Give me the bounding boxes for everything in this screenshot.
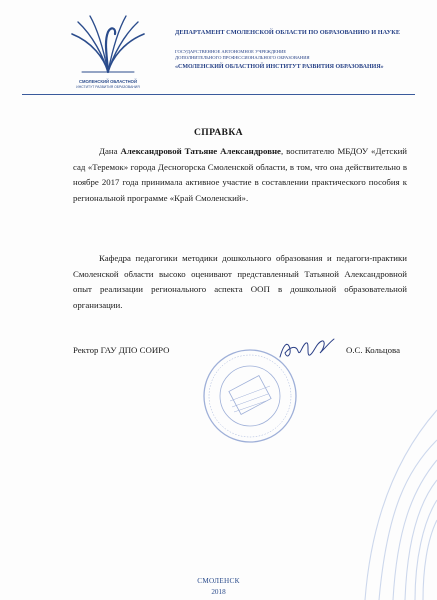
footer-city: СМОЛЕНСК [197, 577, 240, 585]
paragraph-2: Кафедра педагогики методики дошкольного образования и педагоги-практики Смоленской области высоко оценивают представленный Татьяной Александровной опыт реализации регионального аспекта ООП в дошкольной образовательной организации. [73, 253, 407, 310]
logo-text-line1: СМОЛЕНСКИЙ ОБЛАСТНОЙ [79, 79, 137, 84]
department-name: ДЕПАРТАМЕНТ СМОЛЕНСКОЙ ОБЛАСТИ ПО ОБРАЗОВАНИЮ И НАУКЕ [175, 29, 401, 36]
recipient-name: Александровой Татьяне Александровне [120, 146, 281, 156]
signatory-name: О.С. Кольцова [346, 345, 400, 355]
signatory-title: Ректор ГАУ ДПО СОИРО [73, 345, 170, 355]
header-divider [22, 94, 415, 95]
institute-logo [58, 12, 158, 102]
handwritten-signature [276, 335, 336, 365]
institution-type-line1: ГОСУДАРСТВЕННОЕ АВТОНОМНОЕ УЧРЕЖДЕНИЕ [175, 49, 287, 54]
institution-type-line2: ДОПОЛНИТЕЛЬНОГО ПРОФЕССИОНАЛЬНОГО ОБРАЗОВАНИЯ [175, 55, 310, 60]
paragraph-1-rest: , воспитателю МБДОУ «Детский сад «Теремок» города Десногорска Смоленской области, в том, что она действительно в ноябре 2017 года принимала активное участие в составлении практического пособия к региональной программе «Край Смоленский». [73, 146, 408, 203]
document-title: СПРАВКА [193, 127, 244, 138]
logo-text-line2: ИНСТИТУТ РАЗВИТИЯ ОБРАЗОВАНИЯ [76, 85, 140, 89]
bird-logo-icon [68, 12, 148, 76]
decorative-wing-icon [317, 400, 437, 600]
footer-year: 2018 [211, 588, 226, 596]
institute-name: «СМОЛЕНСКИЙ ОБЛАСТНОЙ ИНСТИТУТ РАЗВИТИЯ ОБРАЗОВАНИЯ» [175, 64, 384, 70]
paragraph-1 [73, 144, 407, 206]
paragraph-1-start: Дана [99, 146, 121, 156]
